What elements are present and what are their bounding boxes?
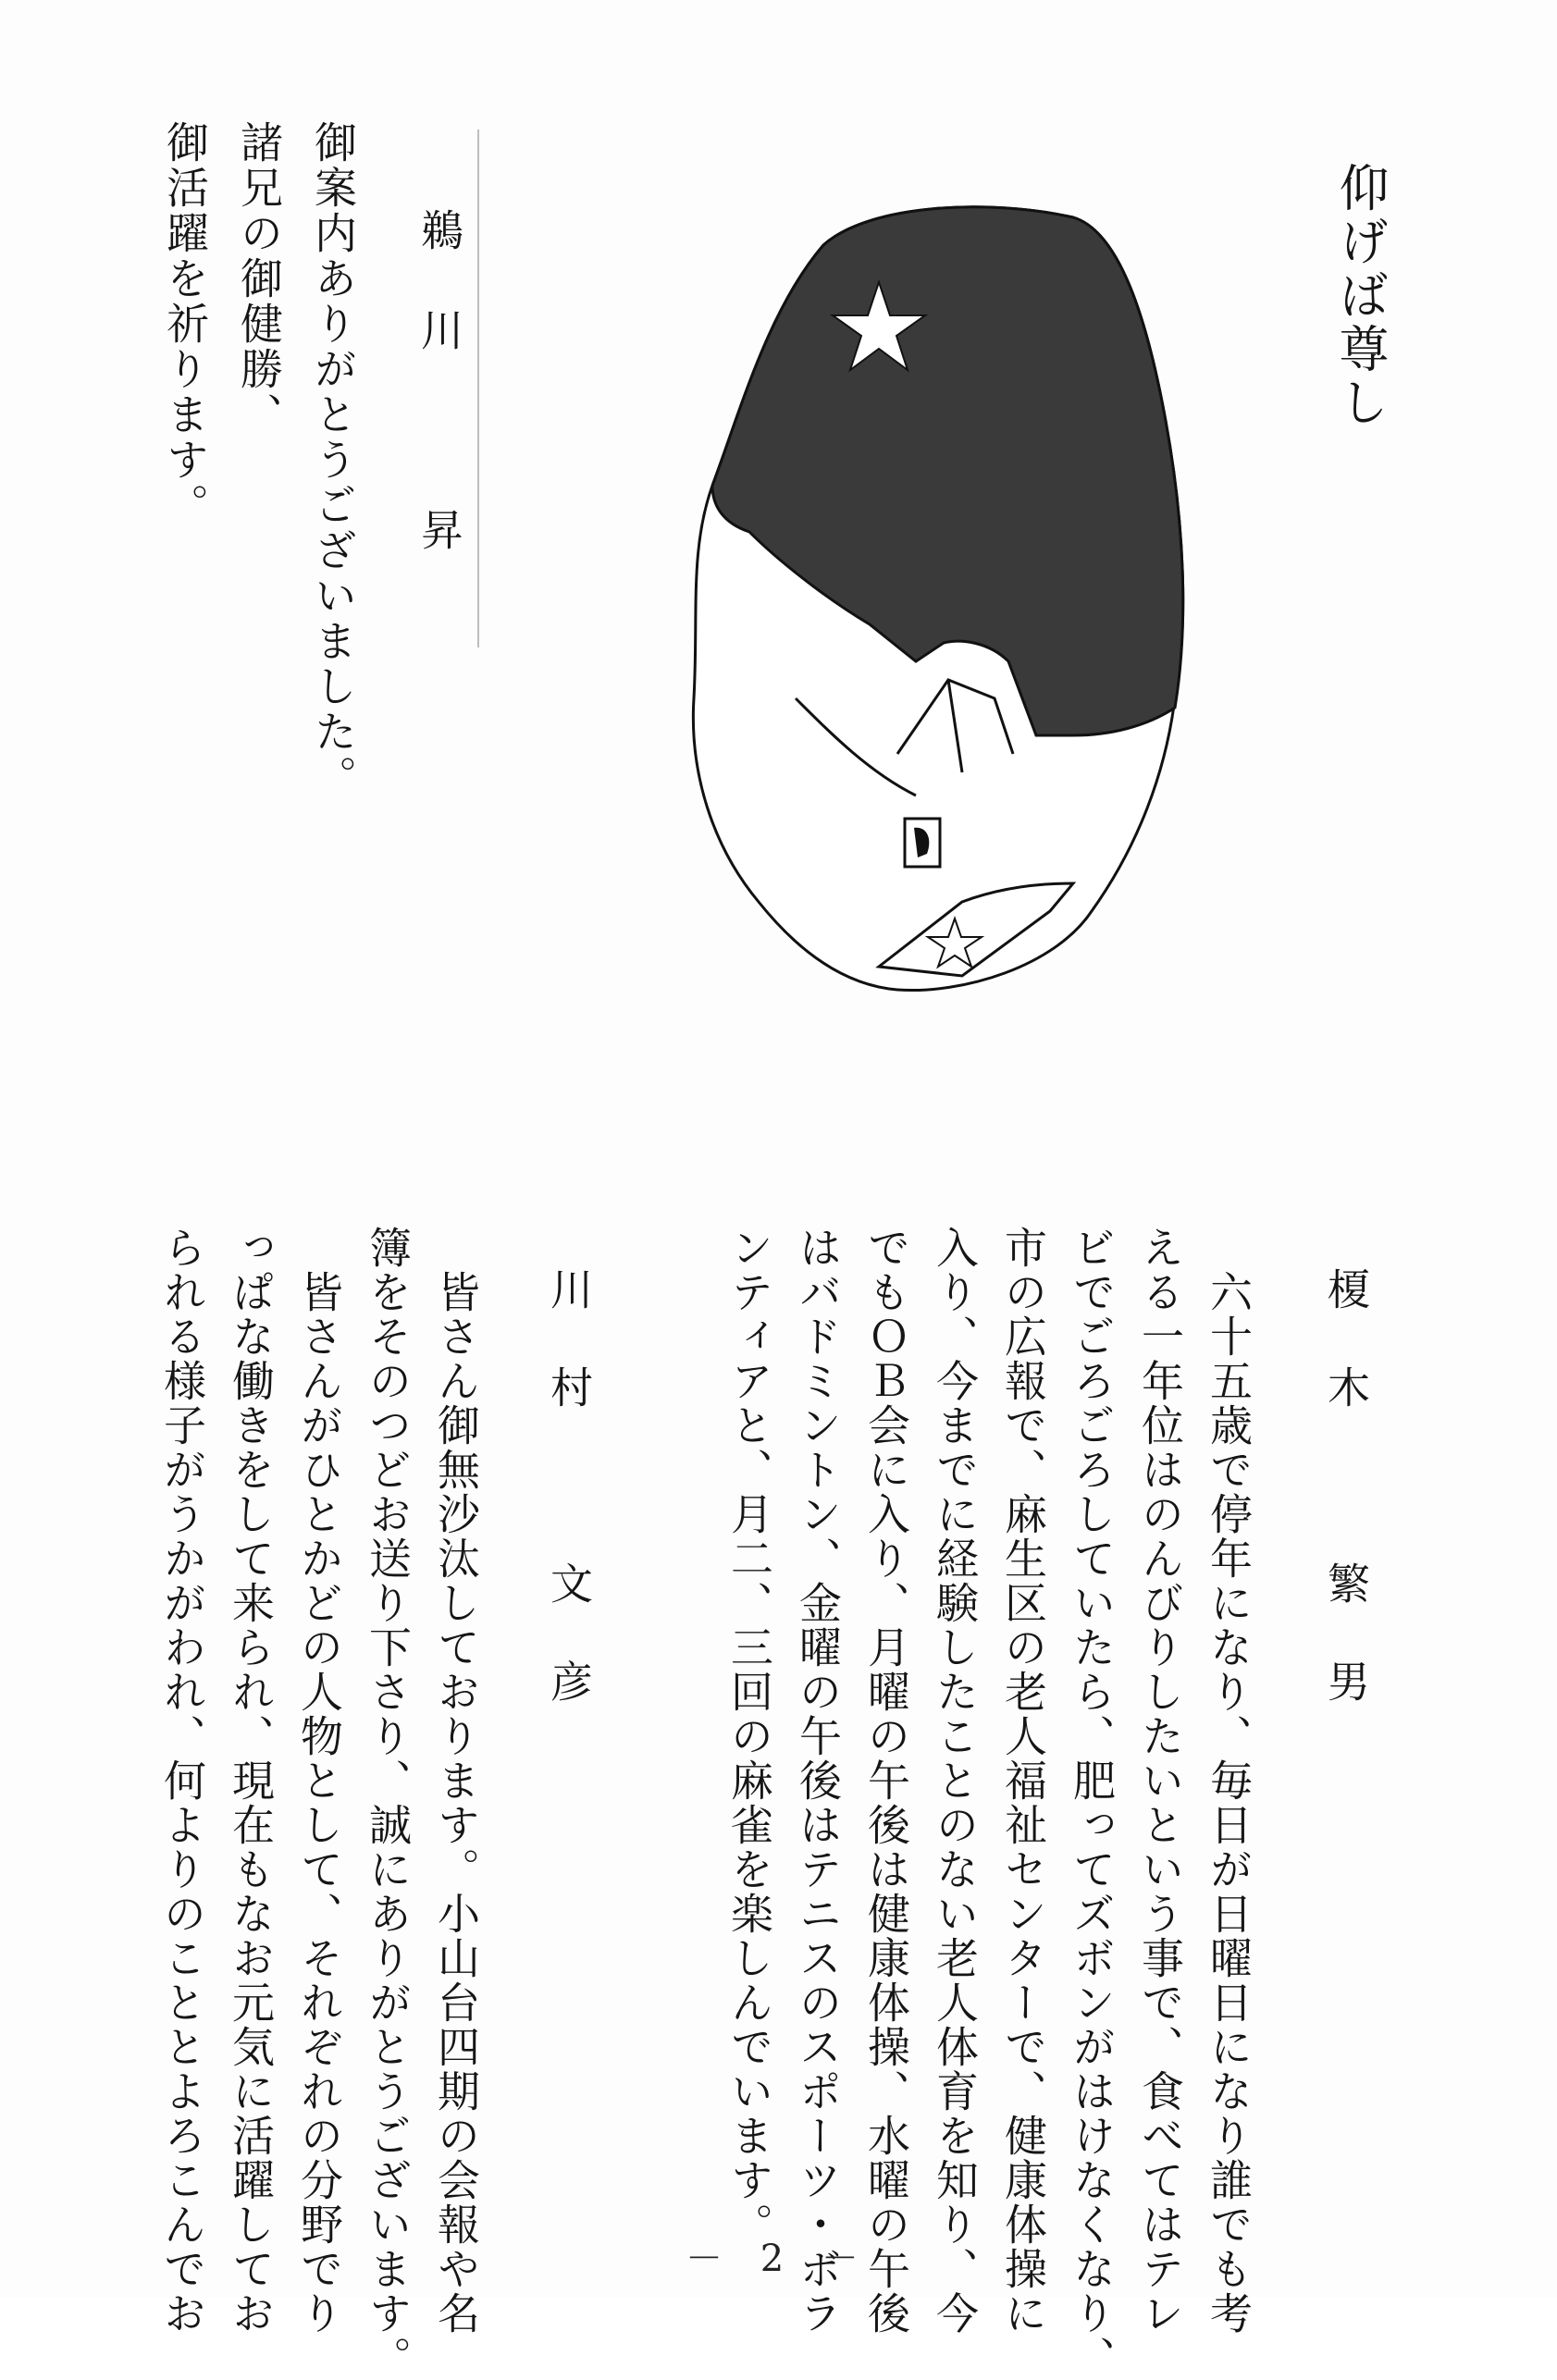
essay-line: ンティアと、月二、三回の麻雀を楽しんでいます。 — [724, 1226, 774, 2247]
essay-line: 入り、今までに経験したことのない老人体育を知り、今 — [930, 1226, 980, 2336]
heading-title: 仰げば尊し — [1331, 162, 1390, 430]
essay-line: 皆さん御無沙汰しております。小山台四期の会報や名 — [431, 1226, 481, 2336]
note-line: 御活躍を祈ります。 — [160, 120, 210, 528]
column-divider — [477, 129, 479, 647]
essay-line: っぱな働きをして来られ、現在もなお元気に活躍してお — [226, 1226, 276, 2336]
essay-line: でもＯＢ会に入り、月曜の午後は健康体操、水曜の午後 — [861, 1226, 911, 2336]
essay-line: ビでごろごろしていたら、肥ってズボンがはけなくなり、 — [1067, 1226, 1117, 2380]
author-name: 榎木 繁男 — [1321, 1267, 1371, 1757]
essay-line: られる様子がうかがわれ、何よりのこととよろこんでお — [157, 1226, 207, 2336]
essay-line: 市の広報で、麻生区の老人福祉センターで、健康体操に — [998, 1226, 1048, 2336]
author-name: 鵜川 昇 — [414, 208, 464, 608]
essay-line: はバドミントン、金曜の午後はテニスのスポーツ・ボラ — [793, 1226, 843, 2336]
author-name: 川村 文彦 — [544, 1267, 594, 1757]
page-number: － 2 － — [686, 2238, 871, 2280]
note-line: 御案内ありがとうございました。 — [308, 120, 358, 800]
note-line: 諸兄の御健勝、 — [234, 120, 284, 438]
section-heading — [1323, 129, 1397, 462]
illustration — [685, 180, 1203, 994]
short-note — [148, 120, 370, 800]
essay-body — [139, 1226, 490, 2380]
essay-line: 簿をそのつどお送り下さり、誠にありがとうございます。 — [363, 1226, 413, 2380]
essay-body — [717, 1226, 1263, 2380]
essay-line: 六十五歳で停年になり、毎日が日曜日になり誰でも考 — [1204, 1226, 1254, 2336]
essay-line: 皆さんがひとかどの人物として、それぞれの分野でり — [294, 1226, 344, 2336]
essay-line: える一年位はのんびりしたいという事で、食べてはテレ — [1135, 1226, 1185, 2336]
